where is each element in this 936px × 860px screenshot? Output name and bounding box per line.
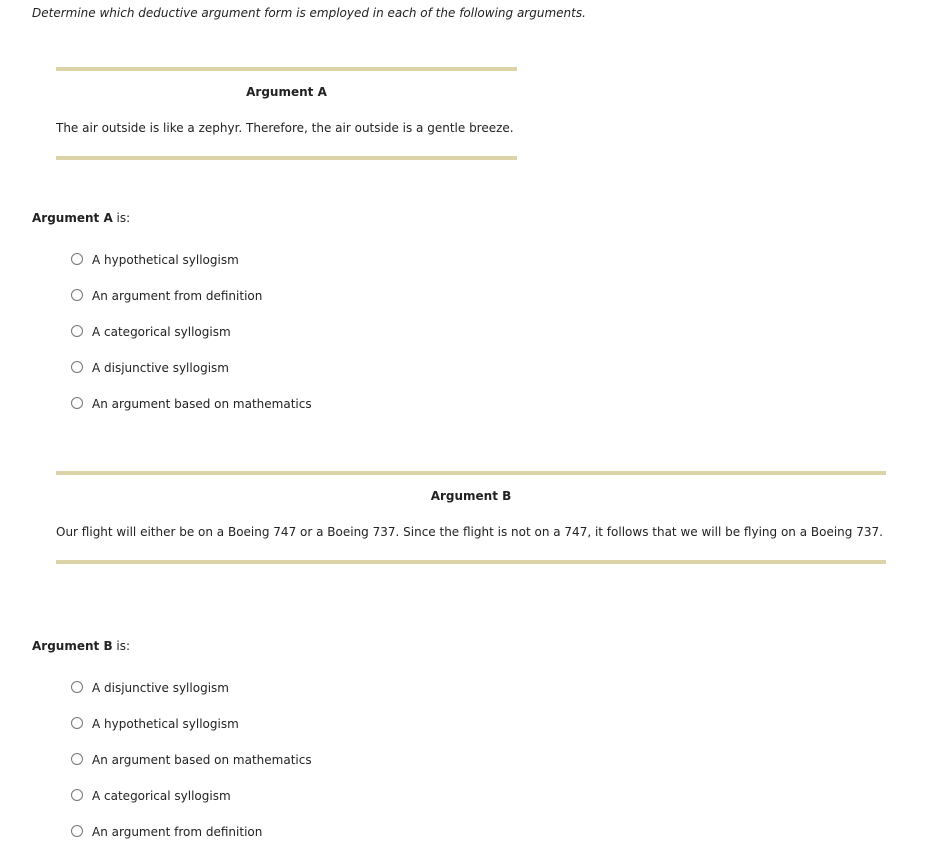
- radio-button[interactable]: [71, 825, 83, 837]
- argument-a-question-bold: Argument A: [32, 211, 113, 225]
- argument-b-question-bold: Argument B: [32, 639, 113, 653]
- argument-a-box: [56, 67, 517, 160]
- option-label[interactable]: A disjunctive syllogism: [92, 361, 229, 375]
- argument-a-option[interactable]: [71, 396, 312, 432]
- argument-b-top-rule: [56, 471, 886, 475]
- radio-button[interactable]: [71, 253, 83, 265]
- option-label[interactable]: A hypothetical syllogism: [92, 717, 239, 731]
- argument-b-title: Argument B: [430, 489, 512, 503]
- radio-button[interactable]: [71, 681, 83, 693]
- option-label[interactable]: A categorical syllogism: [92, 789, 231, 803]
- option-label[interactable]: An argument from definition: [92, 825, 263, 839]
- argument-b-question-rest: is:: [112, 639, 131, 653]
- argument-a-bottom-rule: [56, 156, 517, 160]
- option-label[interactable]: A categorical syllogism: [92, 325, 231, 339]
- argument-a-question: [32, 210, 130, 226]
- argument-b-bottom-rule: [56, 560, 886, 564]
- argument-b-option[interactable]: [71, 824, 312, 860]
- radio-button[interactable]: [71, 361, 83, 373]
- argument-a-options: [71, 252, 312, 432]
- argument-a-option[interactable]: [71, 252, 312, 288]
- argument-a-option[interactable]: [71, 288, 312, 324]
- instruction-text: Determine which deductive argument form is employed in each of the following arguments.: [32, 6, 586, 20]
- argument-a-top-rule: [56, 67, 517, 71]
- argument-b-question: [32, 638, 130, 654]
- radio-button[interactable]: [71, 789, 83, 801]
- argument-a-text: The air outside is like a zephyr. Therefore, the air outside is a gentle breeze.: [56, 121, 514, 135]
- radio-button[interactable]: [71, 289, 83, 301]
- radio-button[interactable]: [71, 397, 83, 409]
- radio-button[interactable]: [71, 325, 83, 337]
- argument-a-question-rest: is:: [112, 211, 131, 225]
- option-label[interactable]: An argument based on mathematics: [92, 753, 312, 767]
- radio-button[interactable]: [71, 717, 83, 729]
- argument-a-option[interactable]: [71, 324, 312, 360]
- argument-b-option[interactable]: [71, 680, 312, 716]
- argument-a-title: Argument A: [246, 85, 327, 99]
- option-label[interactable]: An argument from definition: [92, 289, 263, 303]
- option-label[interactable]: An argument based on mathematics: [92, 397, 312, 411]
- argument-b-box: [56, 471, 886, 564]
- argument-b-option[interactable]: [71, 752, 312, 788]
- argument-b-option[interactable]: [71, 788, 312, 824]
- argument-b-text: Our flight will either be on a Boeing 747 or a Boeing 737. Since the flight is not on a 747, it follows that we will be flying on a Boeing 737.: [56, 525, 883, 539]
- argument-b-option[interactable]: [71, 716, 312, 752]
- radio-button[interactable]: [71, 753, 83, 765]
- argument-a-option[interactable]: [71, 360, 312, 396]
- argument-b-options: [71, 680, 312, 860]
- option-label[interactable]: A hypothetical syllogism: [92, 253, 239, 267]
- option-label[interactable]: A disjunctive syllogism: [92, 681, 229, 695]
